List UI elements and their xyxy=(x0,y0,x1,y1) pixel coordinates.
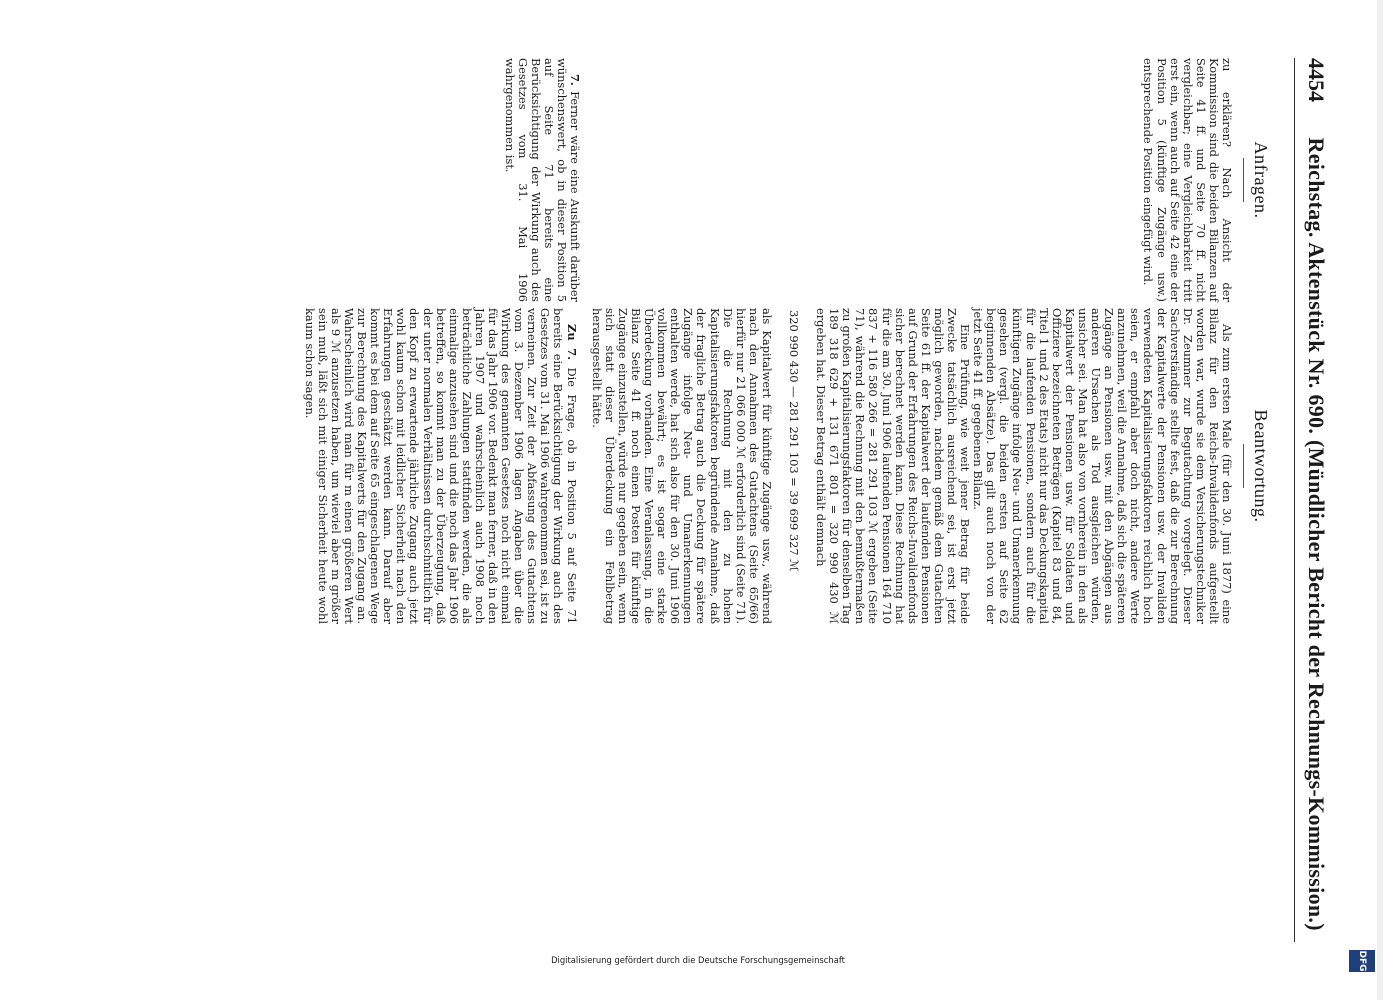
answer-label: Zu 7. xyxy=(564,324,579,361)
right-paragraph-2: Eine Prüfung, wie weit jener Betrag für beide Zwecke tatsächlich ausreichend sei, ist erst jetzt möglich geworden, nachdem gemäß dem Gutachten Seite 61 ff. der Kapitalwert der laufenden Pensionen auf Grund der Erfahrungen des Reichs-Invalidenfonds sicher berechnet werden kann. Diese Rechnung hat für die am 30. Juni 1906 laufenden Pensionen 164 710 837 + 116 580 266 = 281 291 103 ℳ ergeben (Seite 71), während die Rechnung mit den bemußtermaßen zu großen Kapitalisierungsfaktoren für denselben Tag 189 318 629 + 131 671 801 = 320 990 430 ℳ ergeben hat. Dieser Betrag enthält demnach xyxy=(814,308,973,624)
header-rule xyxy=(1294,58,1295,942)
right-paragraph-1: Als zum ersten Male (für den 30. Juni 1877) eine Bilanz für den Reichs-Invalidenfonds aufgestellt worden war, wurde sie dem Versicherungstechniker Dr. Zeumner zur Begutachtung vorgelegt. Dieser Sachverständige stellte fest, daß die zur Berechnung der Kapitalwerte der Pensionen usw. der Invaliden verwendeten Kapitalisierungsfaktoren reichlich hoch seien, er empfahl aber doch nicht, andere Werte anzunehmen, weil die Annahme, daß sich die späteren Zugänge an Pensionen usw. mit den Abgängen aus anderen Ursachen als Tod ausgleichen würden, unsicher sei. Man hat also von vornherein in den als Kapitalwert der Pensionen usw. für Soldaten und Offiziere bezeichneten Beträgen (Kapitel 83 und 84, Titel 1 und 2 des Etats) nicht nur das Deckungskapital für die laufenden Pensionen, sondern auch für die künftigen Zugänge infolge Neu- und Umanerkennung gesehen (vergl. die beiden ersten auf Seite 62 beginnenden Absätze). Das gilt auch noch von der jetzt Seite 41 ff. gegebenen Bilanz. xyxy=(971,308,1234,624)
question-number: 7. xyxy=(568,74,583,86)
page-number: 4454 xyxy=(1304,58,1329,102)
left-heading-rule xyxy=(1243,158,1244,202)
right-column xyxy=(36,308,1286,624)
question-block xyxy=(503,58,582,302)
right-paragraph-3: als Kapitalwert für künftige Zugänge usw., während nach den Annahmen des Gutachtens (Seite 65/66) hierfür nur 21 066 000 ℳ erforderlich sind (Seite 71). Die die Rechnung mit den zu hohen Kapitalisierungsfaktoren begründende Annahme, daß der fragliche Betrag auch die Deckung für spätere Zugänge infolge Neu- und Umanerkennungen enthalten werde, hat sich also für den 30. Juni 1906 vollkommen bewährt; es ist sogar eine starke Überdeckung vorhanden. Eine Veranlassung, in die Bilanz Seite 41 ff. noch einen Posten für künftige Zugänge einzustellen, würde nur gegeben sein, wenn sich statt dieser Überdeckung ein Fehlbetrag herausgestellt hätte. xyxy=(589,308,774,624)
digitization-sidebar xyxy=(0,940,1383,980)
scan-edge xyxy=(1377,0,1383,1000)
answer-text: Die Frage, ob in Position 5 auf Seite 71 bereits eine Berücksichtigung der Wirkung auch des Gesetzes vom 31. Mai 1906 wahrgenommen sei, ist zu verneinen. Zur Zeit der Abfassung des Gutachtens vom 3. Dezember 1906 lagen Angaben über die Wirkung des genannten Gesetzes noch nicht einmal für das Jahr 1906 vor. Bedenkt man ferner, daß in den Jahren 1907 und wahrscheinlich auch 1908 noch beträchtliche Zahlungen stattfinden werden, die als einmalige anzusehen sind und die noch das Jahr 1906 betreffen, so kommt man zu der Überzeugung, daß der unter normalen Verhältnissen durchschnittlich für den Kopf zu erwartende jährliche Zugang auch jetzt wohl kaum schon mit leidlicher Sicherheit nach den Erfahrungen geschätzt werden kann. Darauf aber kommt es bei dem auf Seite 65 eingeschlagenen Wege zur Berechnung des Kapitalwerts für den Zugang an. Wahrscheinlich wird man für m einen größeren Wert als 9 ℳ anzusetzen haben, um wieviel aber m größer sein muß, läßt sich mit einiger Sicherheit heute wohl kaum schon sagen. xyxy=(302,308,579,624)
page-header xyxy=(1295,58,1331,942)
right-heading-rule xyxy=(1243,444,1244,488)
formula-line: 320 990 430 — 281 291 103 = 39 699 327 ℳ xyxy=(787,310,801,572)
left-column-heading: Anfragen. xyxy=(1251,141,1271,219)
question-text: Ferner wäre eine Auskunft darüber wünschenswert, ob in dieser Position 5 auf Seite 71 bereits eine Berücksichtigung der Wirkung auch des Gesetzes vom 31. Mai 1906 wahrgenommen ist. xyxy=(502,58,583,303)
question-7 xyxy=(503,58,582,302)
right-column-heading: Beantwortung. xyxy=(1251,409,1271,523)
digitization-note: Digitalisierung gefördert durch die Deutsche Forschungsgemeinschaft xyxy=(551,955,845,965)
page-title: Reichstag. Aktenstück Nr. 690. (Mündlicher Bericht der Rechnungs-Kommission.) xyxy=(1304,137,1329,931)
left-paragraph-1: zu erklären? Nach Ansicht der Kommission sind die beiden Bilanzen auf Seite 41 ff. und Seite 70 ff. nicht vergleichbar; eine Vergleichbarkeit tritt erst ein, wenn auch auf Seite 42 eine der Position 5 (künftige Zugänge usw.) entsprechende Position eingefügt wird. xyxy=(1141,58,1234,302)
dfg-logo: DFG xyxy=(1349,950,1375,972)
answer-7 xyxy=(303,308,578,624)
left-column xyxy=(36,58,1286,302)
